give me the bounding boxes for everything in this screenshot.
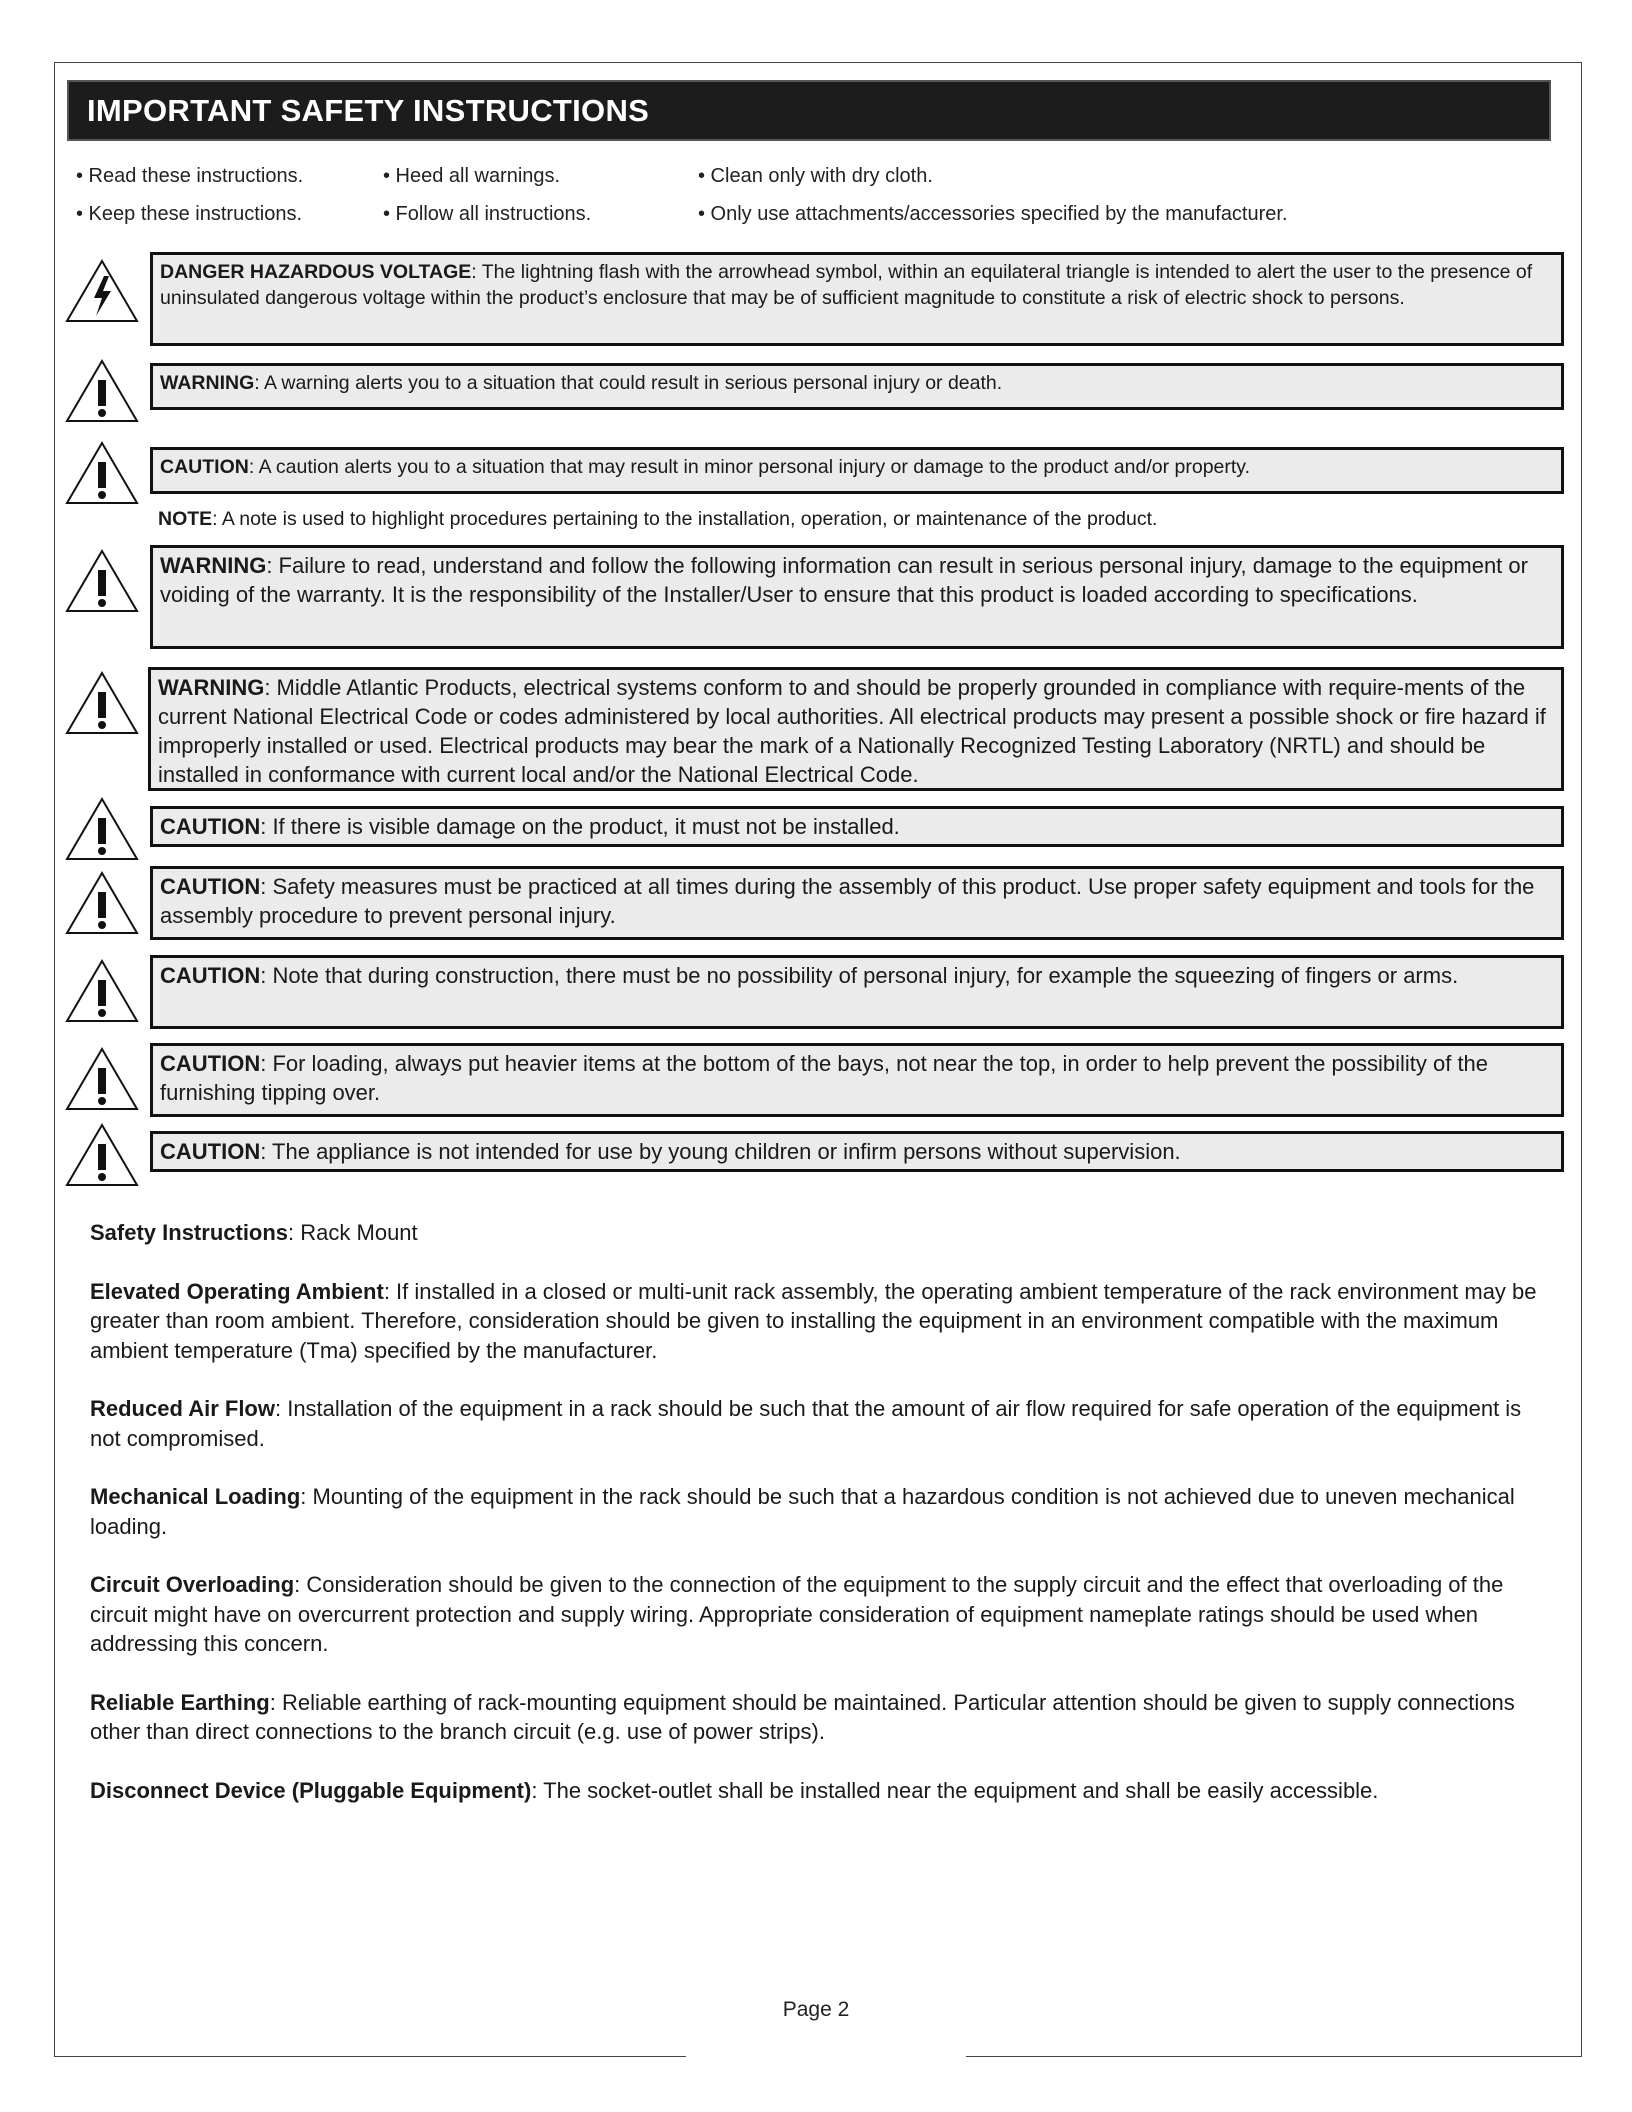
notice-label: CAUTION xyxy=(160,874,261,899)
exclamation-warning-icon xyxy=(64,1122,140,1188)
exclamation-warning-icon xyxy=(64,440,140,506)
caution-notice xyxy=(150,866,1564,940)
notice-label: CAUTION xyxy=(160,814,261,839)
warning-notice xyxy=(150,545,1564,649)
notice-label: CAUTION xyxy=(160,1139,261,1164)
rack-item xyxy=(90,1688,1550,1747)
rack-item-text: : The socket-outlet shall be installed near the equipment and shall be easily accessible. xyxy=(531,1777,1379,1803)
rack-item-label: Mechanical Loading xyxy=(90,1484,301,1509)
note-label: NOTE xyxy=(158,508,213,530)
notice-text: : Safety measures must be practiced at all times during the assembly of this product. Use proper safety equipment and tools for the assembly procedure to prevent personal injury. xyxy=(160,874,1535,928)
notice-label: WARNING xyxy=(160,553,267,578)
rack-item-text: : Reliable earthing of rack-mounting equipment should be maintained. Particular attention should be given to supply connections other than direct connections to the branch circuit (e.g. use of power strips). xyxy=(90,1689,1515,1744)
notice-text: : A caution alerts you to a situation that may result in minor personal injury or damage to the product and/or property. xyxy=(248,456,1251,478)
exclamation-warning-icon xyxy=(64,870,140,936)
exclamation-warning-icon xyxy=(64,670,140,736)
notice-text: : For loading, always put heavier items at the bottom of the bays, not near the top, in order to help prevent the possibility of the furnishing tipping over. xyxy=(160,1051,1489,1105)
bullet-item: • Only use attachments/accessories specified by the manufacturer. xyxy=(698,203,1288,225)
caution-notice xyxy=(150,955,1564,1029)
danger-notice xyxy=(150,252,1564,346)
notice-text: : The appliance is not intended for use by young children or infirm persons without supervision. xyxy=(260,1139,1181,1164)
caution-notice xyxy=(150,447,1564,494)
rack-heading xyxy=(90,1218,1550,1248)
notice-text: : The lightning flash with the arrowhead symbol, within an equilateral triangle is intended to alert the user to the presence of uninsulated dangerous voltage within the product’s enclosure that may be of sufficient magnitude to constitute a risk of electric shock to persons. xyxy=(160,261,1533,309)
bottom-rule-left xyxy=(54,2056,686,2057)
bullet-item: • Clean only with dry cloth. xyxy=(698,165,933,187)
notice-text: : Note that during construction, there must be no possibility of personal injury, for example the squeezing of fingers or arms. xyxy=(260,963,1459,988)
page-title: IMPORTANT SAFETY INSTRUCTIONS xyxy=(67,80,1551,141)
notice-label: DANGER HAZARDOUS VOLTAGE xyxy=(160,261,472,283)
rack-mount-instructions xyxy=(90,1218,1550,1834)
caution-notice xyxy=(150,1043,1564,1117)
notice-label: CAUTION xyxy=(160,963,261,988)
rack-item-label: Elevated Operating Ambient xyxy=(90,1278,384,1304)
rack-item xyxy=(90,1482,1550,1541)
notice-text: : Middle Atlantic Products, electrical systems conform to and should be properly grounded in compliance with require-ments of the current National Electrical Code or codes administered by local authorities. All electrical products may present a possible shock or fire hazard if improperly installed or used. Electrical products may bear the mark of a Nationally Recognized Testing Laboratory (NRTL) and should be installed in conformance with current local and/or the National Electrical Code. xyxy=(158,675,1546,787)
page-number: Page 2 xyxy=(782,1998,850,2021)
note-line xyxy=(158,508,1157,531)
bottom-rule-right xyxy=(966,2056,1582,2057)
rack-item-text: : Mounting of the equipment in the rack should be such that a hazardous condition is not achieved due to uneven mechanical loading. xyxy=(90,1484,1515,1539)
rack-item-text: : Consideration should be given to the connection of the equipment to the supply circuit and the effect that overloading of the circuit might have on overcurrent protection and supply wiring. Appropriate consideration of equipment nameplate ratings should be used when addressing this concern. xyxy=(90,1572,1504,1656)
caution-notice xyxy=(150,1131,1564,1172)
rack-item-text: : If installed in a closed or multi-unit rack assembly, the operating ambient temperature of the rack environment may be greater than room ambient. Therefore, consideration should be given to installing the equipment in an environment compatible with the maximum ambient temperature (Tma) specified by the manufacturer. xyxy=(90,1278,1537,1363)
notice-label: WARNING xyxy=(160,372,255,394)
lightning-warning-icon xyxy=(64,258,140,324)
caution-notice xyxy=(150,806,1564,847)
notice-label: WARNING xyxy=(158,675,265,700)
rack-item xyxy=(90,1394,1550,1453)
rack-item-label: Circuit Overloading xyxy=(90,1572,295,1597)
exclamation-warning-icon xyxy=(64,548,140,614)
notice-label: CAUTION xyxy=(160,456,249,478)
rack-item-label: Reliable Earthing xyxy=(90,1689,270,1715)
rack-item xyxy=(90,1776,1550,1806)
rack-item xyxy=(90,1277,1550,1366)
rack-heading-text: : Rack Mount xyxy=(288,1220,418,1245)
rack-heading-label: Safety Instructions xyxy=(90,1220,289,1245)
warning-notice xyxy=(148,667,1564,791)
bullet-item: • Read these instructions. xyxy=(76,165,304,187)
exclamation-warning-icon xyxy=(64,358,140,424)
notice-text: : A warning alerts you to a situation that could result in serious personal injury or death. xyxy=(254,372,1003,394)
notice-label: CAUTION xyxy=(160,1051,261,1076)
rack-item-label: Reduced Air Flow xyxy=(90,1396,275,1421)
bullet-item: • Heed all warnings. xyxy=(383,165,561,187)
exclamation-warning-icon xyxy=(64,796,140,862)
bullet-item: • Keep these instructions. xyxy=(76,203,303,225)
note-text: : A note is used to highlight procedures pertaining to the installation, operation, or maintenance of the product. xyxy=(212,508,1158,530)
exclamation-warning-icon xyxy=(64,958,140,1024)
warning-notice xyxy=(150,363,1564,410)
rack-item-label: Disconnect Device (Pluggable Equipment) xyxy=(90,1777,532,1803)
bullet-item: • Follow all instructions. xyxy=(383,203,592,225)
notice-text: : If there is visible damage on the product, it must not be installed. xyxy=(260,814,900,839)
exclamation-warning-icon xyxy=(64,1046,140,1112)
rack-item xyxy=(90,1570,1550,1659)
notice-text: : Failure to read, understand and follow the following information can result in serious personal injury, damage to the equipment or voiding of the warranty. It is the responsibility of the Installer/User to ensure that this product is loaded according to specifications. xyxy=(160,553,1528,607)
rack-item-text: : Installation of the equipment in a rack should be such that the amount of air flow required for safe operation of the equipment is not compromised. xyxy=(90,1396,1522,1451)
